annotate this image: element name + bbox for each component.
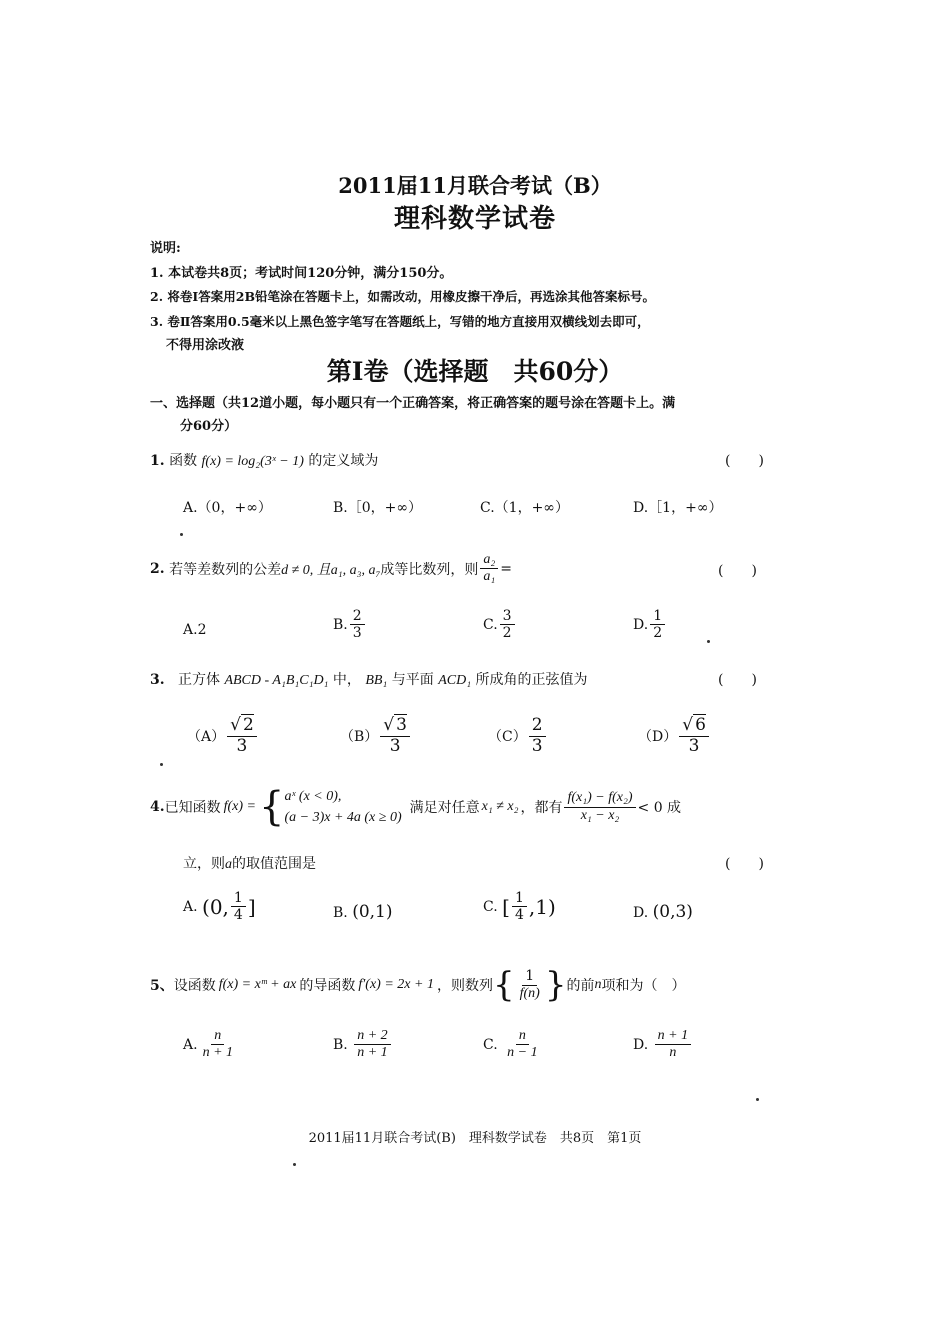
denominator: 3 xyxy=(389,735,401,756)
option-label: D. xyxy=(633,905,649,921)
option-c xyxy=(483,608,517,641)
numerator: 3 xyxy=(500,608,515,625)
question-text: 成等比数列，则 xyxy=(380,561,479,578)
option-a xyxy=(183,890,256,923)
scan-speck xyxy=(160,763,163,766)
numerator: 1 xyxy=(231,890,246,907)
question-text: 满足对任意 xyxy=(409,800,480,816)
fraction xyxy=(517,968,543,1001)
case-2: (a − 3)x + 4a (x ≥ 0) xyxy=(284,810,402,825)
question-text: 中， xyxy=(332,672,361,688)
option-b xyxy=(333,1028,393,1061)
scan-speck xyxy=(180,533,183,536)
option-a: A.（0，+∞） xyxy=(183,500,272,516)
option-label: D. xyxy=(633,1036,649,1053)
option-value: (0,1) xyxy=(352,902,393,922)
fraction xyxy=(512,890,527,923)
fraction xyxy=(504,1028,540,1061)
question-text: < 0 成 xyxy=(637,800,682,816)
option-label: B. xyxy=(333,905,348,921)
question-1 xyxy=(150,450,378,470)
fraction xyxy=(655,1028,691,1061)
option-label: A. xyxy=(183,622,198,638)
question-text: 的定义域为 xyxy=(308,453,379,469)
option-d xyxy=(633,1028,693,1061)
question-text: 函数 xyxy=(169,453,198,469)
numerator: √ 6 xyxy=(679,716,709,737)
question-formula: d ≠ 0, 且a₁, a₃, a₇ xyxy=(281,562,381,578)
question-5 xyxy=(150,965,686,1005)
note-item-3: 3. 卷Ⅱ答案用0.5毫米以上黑色签字笔写在答题纸上，写错的地方直接用双横线划去即可， xyxy=(150,314,650,329)
note-item-1: 1. 本试卷共8页；考试时间120分钟，满分150分。 xyxy=(150,266,453,281)
option-label: （B） xyxy=(340,729,379,746)
question-text: 设函数 xyxy=(173,978,216,994)
option-b xyxy=(340,716,412,756)
numerator: 1 xyxy=(522,968,537,985)
numerator: 2 xyxy=(529,716,546,737)
option-label: C. xyxy=(483,1036,498,1053)
question-formula: f′(x) = 2x + 1 xyxy=(358,977,434,992)
numerator: n xyxy=(516,1028,529,1045)
radicand: 3 xyxy=(396,715,407,735)
question-formula: ABCD - A₁B₁C₁D₁ xyxy=(224,673,329,688)
question-formula: BB₁ xyxy=(365,673,388,688)
denominator: 2 xyxy=(502,625,512,642)
section-title: 第Ⅰ卷（选择题 共60分） xyxy=(326,357,624,386)
denominator: n + 1 xyxy=(202,1045,234,1061)
question-4 xyxy=(150,786,681,828)
right-brace: } xyxy=(544,965,567,1005)
option-d: D.［1，+∞） xyxy=(633,500,723,516)
variable: n xyxy=(594,977,602,992)
question-text: ，都有 xyxy=(520,800,563,816)
interval-right: ,1) xyxy=(528,894,556,919)
question-text: ，则数列 xyxy=(436,978,493,994)
denominator: 2 xyxy=(653,625,663,642)
interval-right: ] xyxy=(247,894,256,919)
question-text: 与平面 xyxy=(391,672,434,688)
question-formula: ACD₁ xyxy=(438,673,472,688)
section-instruction-cont: 分60分） xyxy=(180,419,238,434)
option-c: C.（1，+∞） xyxy=(480,500,569,516)
question-formula: f(x) = log₂(3ˣ − 1) xyxy=(201,454,304,469)
numerator: n + 1 xyxy=(655,1028,691,1045)
answer-paren: ( ) xyxy=(725,856,764,872)
fraction xyxy=(227,716,257,756)
interval-left: (0, xyxy=(202,894,229,919)
option-c xyxy=(483,1028,543,1061)
numerator: 1 xyxy=(512,890,527,907)
option-b: B.［0，+∞） xyxy=(333,500,423,516)
option-a xyxy=(183,622,206,638)
fraction xyxy=(650,608,665,641)
question-number: 1. xyxy=(150,453,165,469)
denominator: n xyxy=(669,1045,677,1061)
denominator: a₁ xyxy=(483,569,496,585)
fraction xyxy=(529,716,546,756)
left-brace: { xyxy=(259,784,285,830)
numerator: a₂ xyxy=(480,552,498,569)
question-formula: f(x) = xᵐ + ax xyxy=(218,977,297,992)
numerator: n xyxy=(211,1028,224,1045)
denominator: 4 xyxy=(514,907,524,924)
scan-speck xyxy=(293,1163,296,1166)
option-label: （C） xyxy=(488,729,527,746)
option-b xyxy=(333,608,367,641)
question-formula: x₁ ≠ x₂ xyxy=(481,799,519,814)
scan-speck xyxy=(707,640,710,643)
numerator: n + 2 xyxy=(354,1028,390,1045)
fraction xyxy=(200,1028,236,1061)
denominator: 3 xyxy=(352,625,362,642)
exam-subtitle: 理科数学试卷 xyxy=(393,204,556,234)
fraction xyxy=(564,790,635,823)
denominator: f(n) xyxy=(519,985,540,1001)
question-4-cont xyxy=(183,853,316,873)
option-label: B. xyxy=(333,616,348,633)
denominator: 3 xyxy=(236,735,248,756)
fraction xyxy=(231,890,246,923)
question-2 xyxy=(150,552,512,585)
interval-left: [ xyxy=(502,894,510,919)
option-label: C. xyxy=(483,616,498,633)
option-value: 2 xyxy=(197,622,207,638)
question-text: 所成角的正弦值为 xyxy=(475,672,588,688)
question-text: 的导函数 xyxy=(299,978,356,994)
numerator: f(x₁) − f(x₂) xyxy=(564,790,635,807)
question-text: 若等差数列的公差 xyxy=(169,561,282,578)
notes-heading: 说明: xyxy=(150,241,181,256)
option-value: (0,3) xyxy=(652,902,693,922)
question-text: 的前 xyxy=(566,978,595,994)
answer-paren: ( ) xyxy=(725,453,764,469)
question-formula: f(x) = xyxy=(223,799,256,814)
fraction xyxy=(350,608,365,641)
equals-sign: = xyxy=(500,560,512,577)
exam-title: 2011届11月联合考试（B） xyxy=(338,173,612,198)
section-instruction: 一、选择题（共12道小题，每小题只有一个正确答案，将正确答案的题号涂在答题卡上。满 xyxy=(150,396,676,411)
question-text: 正方体 xyxy=(177,672,220,688)
option-d xyxy=(633,608,667,641)
fraction xyxy=(679,716,709,756)
question-number: 2. xyxy=(150,560,165,577)
option-d xyxy=(638,716,711,756)
question-text: 项和为（ ） xyxy=(601,978,686,994)
question-3 xyxy=(150,669,588,689)
fraction xyxy=(354,1028,390,1061)
piecewise-cases xyxy=(284,786,401,828)
numerator: √ 3 xyxy=(380,716,410,737)
option-label: C. xyxy=(483,898,498,915)
page-footer: 2011届11月联合考试(B) 理科数学试卷 共8页 第1页 xyxy=(308,1131,642,1146)
option-c xyxy=(488,716,548,756)
denominator: 3 xyxy=(531,735,543,756)
answer-paren: ( ) xyxy=(718,563,757,579)
option-label: D. xyxy=(633,616,649,633)
question-text: 立，则 xyxy=(183,856,225,872)
option-c xyxy=(483,890,556,923)
question-number: 5、 xyxy=(150,978,174,994)
option-label: （D） xyxy=(638,729,678,746)
fraction xyxy=(480,552,498,585)
question-number: 4. xyxy=(150,799,165,815)
denominator: n + 1 xyxy=(357,1045,388,1061)
question-text: 已知函数 xyxy=(164,800,221,816)
note-item-2: 2. 将卷Ⅰ答案用2B铅笔涂在答题卡上，如需改动，用橡皮擦干净后，再选涂其他答案标号。 xyxy=(150,289,656,304)
numerator: √ 2 xyxy=(227,716,257,737)
fraction xyxy=(380,716,410,756)
variable: a xyxy=(225,857,232,872)
option-label: B. xyxy=(333,1036,348,1053)
note-item-3-cont: 不得用涂改液 xyxy=(166,338,245,353)
denominator: n − 1 xyxy=(507,1045,538,1061)
denominator: 4 xyxy=(233,907,243,924)
question-number: 3. xyxy=(150,672,165,688)
scan-speck xyxy=(756,1098,759,1101)
answer-paren: ( ) xyxy=(718,672,757,688)
radicand: 2 xyxy=(242,715,254,735)
option-label: A. xyxy=(183,898,198,915)
option-a xyxy=(187,716,259,756)
numerator: 2 xyxy=(350,608,365,625)
option-label: A. xyxy=(183,1036,198,1053)
radicand: 6 xyxy=(695,715,706,735)
option-b xyxy=(333,902,393,922)
option-d xyxy=(633,902,693,922)
case-1: aˣ (x < 0), xyxy=(284,789,342,804)
question-text: 的取值范围是 xyxy=(232,856,316,872)
denominator: 3 xyxy=(688,735,700,756)
denominator: x₁ − x₂ xyxy=(580,807,620,823)
left-brace: { xyxy=(492,965,515,1005)
fraction xyxy=(500,608,515,641)
option-label: （A） xyxy=(187,729,226,746)
option-a xyxy=(183,1028,238,1061)
numerator: 1 xyxy=(650,608,665,625)
